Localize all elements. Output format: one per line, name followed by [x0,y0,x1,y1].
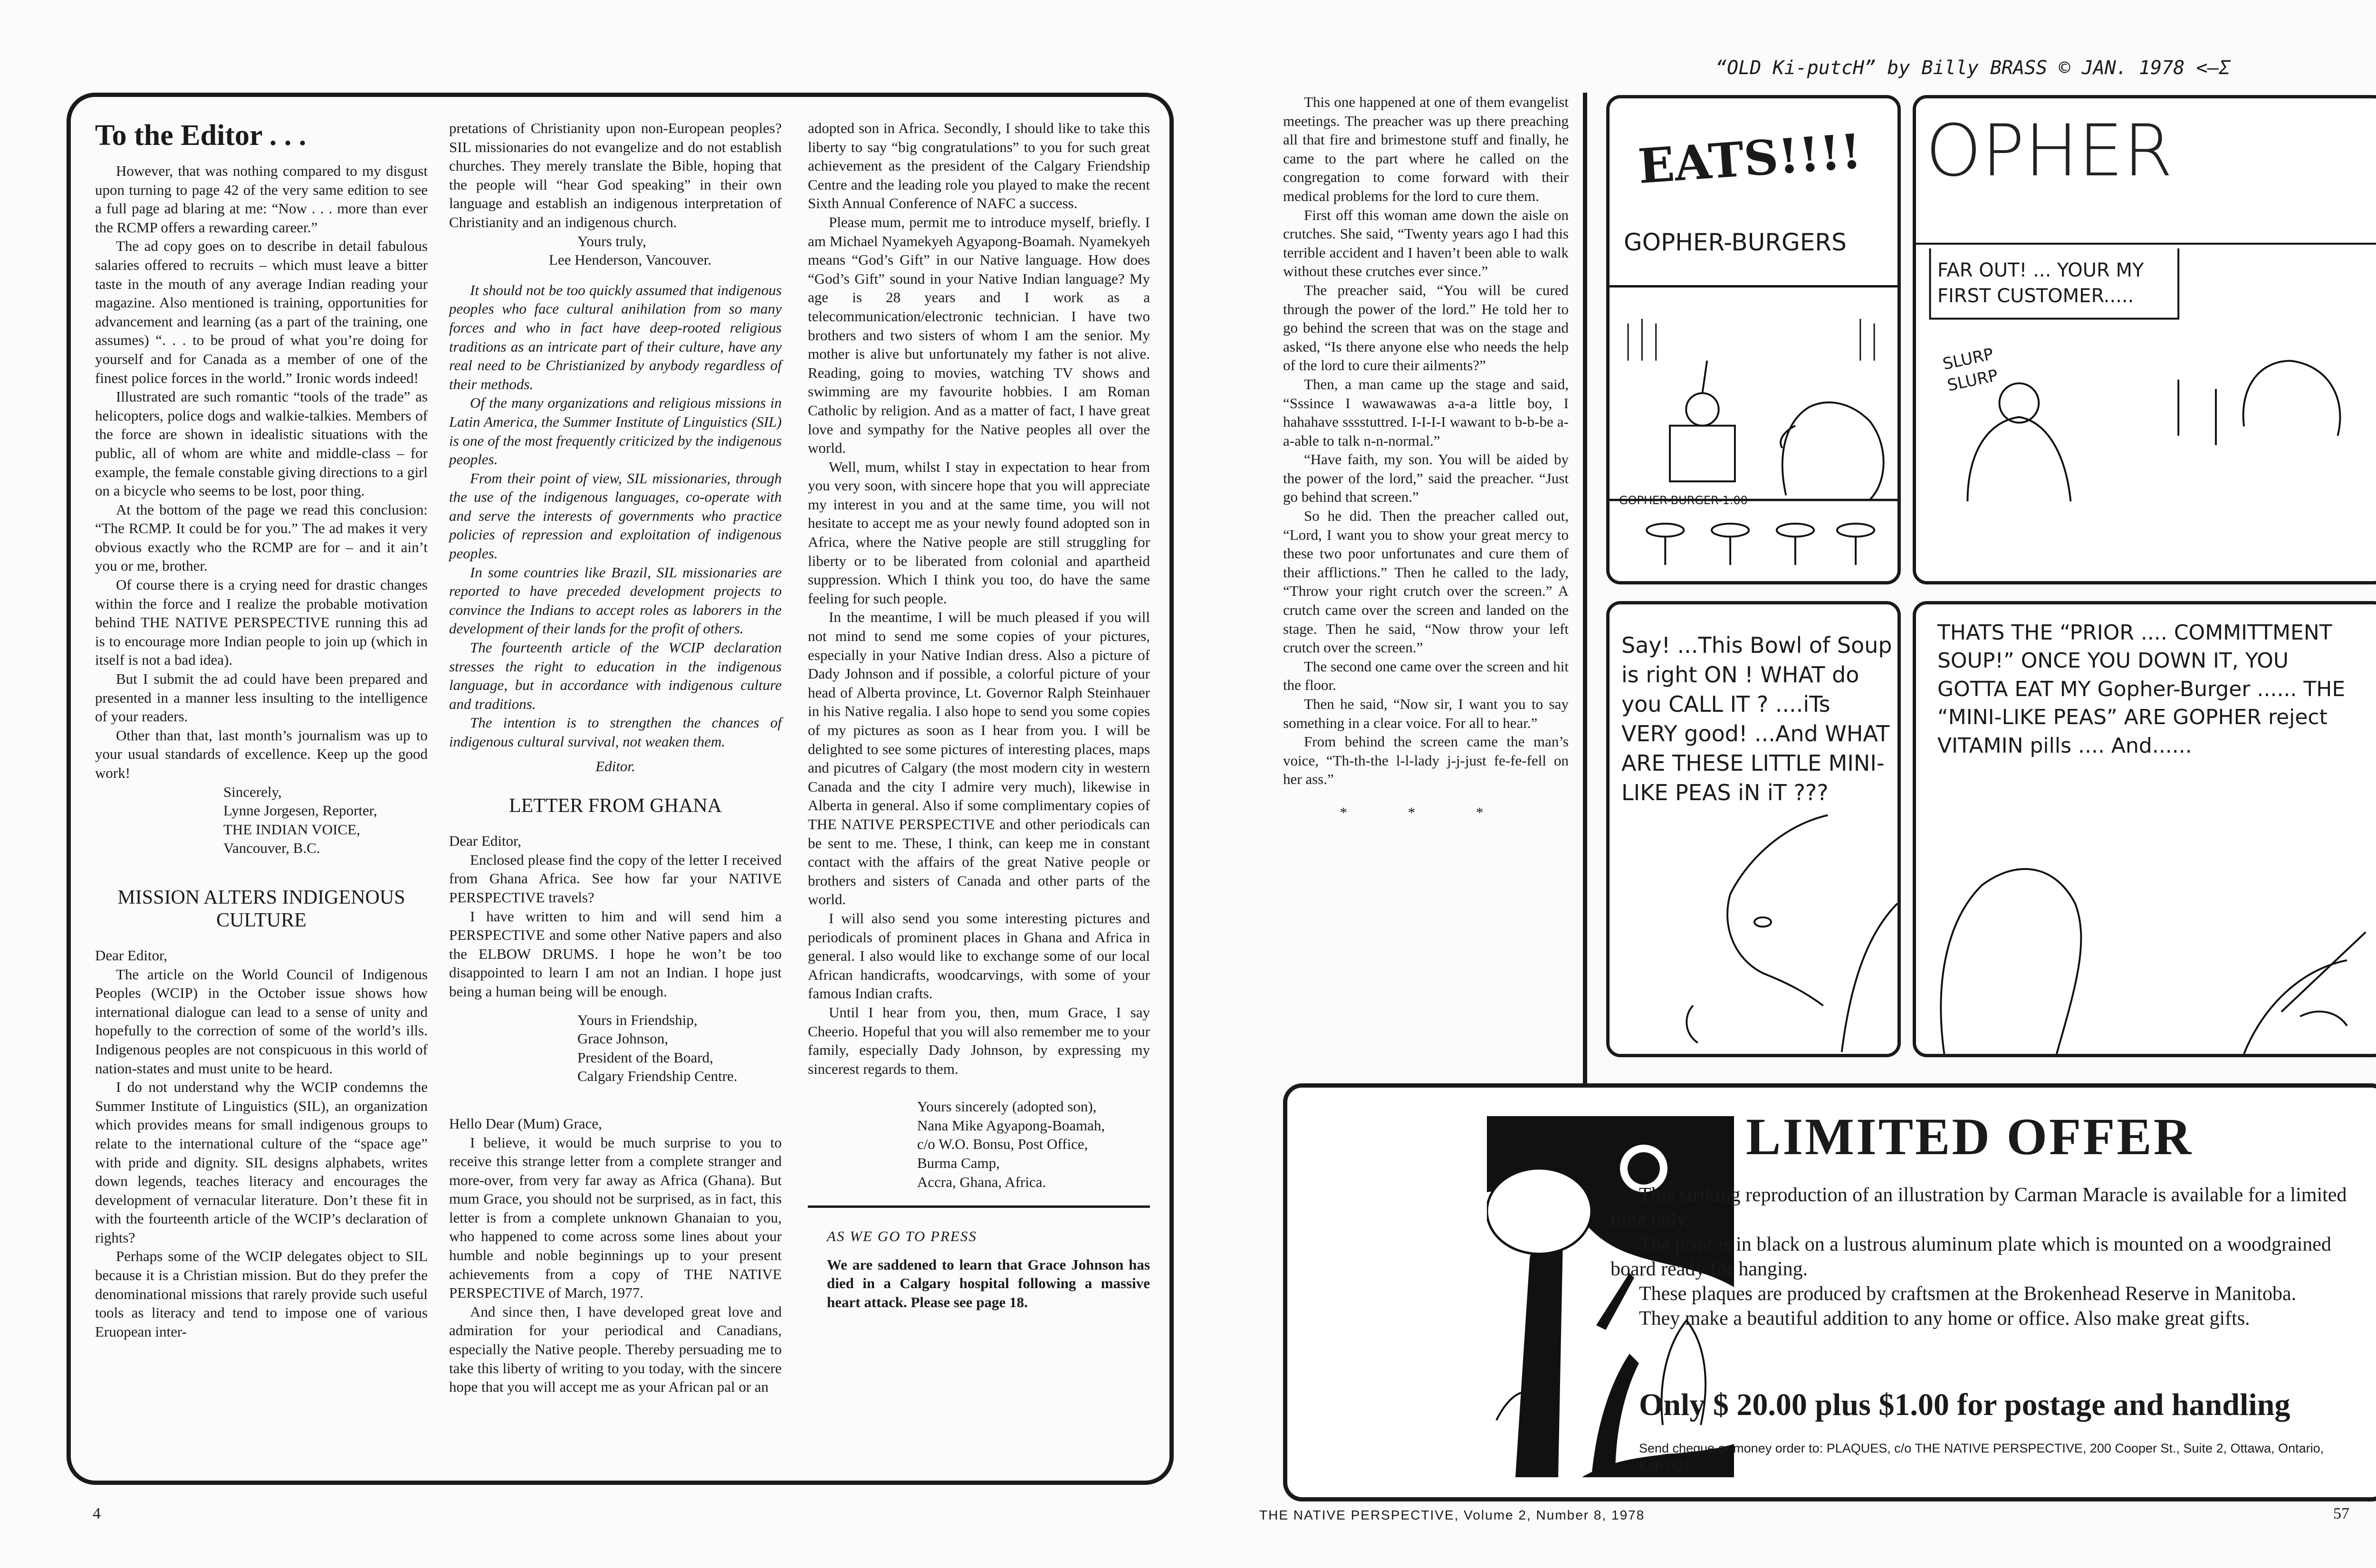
signature-line: Lee Henderson, Vancouver. [549,251,712,268]
editor-note: In some countries like Brazil, SIL missionaries are reported to have preceded development projects to convince the Indians to accept roles as laborers in the development of their lands for the profit of others. [449,564,782,637]
paragraph: I do not understand why the WCIP condemns the Summer Institute of Linguistics (SIL), an organization which provides means for small indigenous groups to relate to the international culture of the “space age” with pride and dignity. SIL designs alphabets, writes down legends, teaches literacy and encourages the development of vernacular literature. Don’t these fit in with the fourteenth article of the WCIP’s declaration of rights? [95,1079,428,1246]
to-the-editor-heading: To the Editor . . . [95,119,307,152]
comic-title: “OLD Ki-putcH” by Billy BRASS © JAN. 1978 <—Σ [1715,57,2231,79]
signature-line: President of the Board, [577,1049,713,1066]
signature-line: Burma Camp, [917,1155,1000,1172]
limited-offer-ad [1283,1083,2376,1501]
as-we-go-to-press-box [808,1205,1150,1311]
editor-note: The fourteenth article of the WCIP declaration stresses the right to education in the indigenous language, but in accordance with indigenous culture and traditions. [449,639,782,712]
paragraph: So he did. Then the preacher called out, “Lord, I want you to show your great mercy to these two poor unfortunates and cure them of their afflictions.” Then he called to the lady, “Throw your right crutch over the screen.” A crutch came over the screen and landed on the stage. Then he said, “Now throw your left crutch over the screen.” [1283,507,1569,656]
signature-line: c/o W.O. Bonsu, Post Office, [917,1136,1088,1153]
signature-line: Yours truly, [577,232,646,249]
signature-line: Accra, Ghana, Africa. [917,1173,1046,1190]
signature-line: Yours in Friendship, [577,1011,698,1028]
paragraph: First off this woman ame down the aisle on crutches. She said, “Twenty years ago I had this terrible accident and I haven’t been able to walk without these crutches ever since.” [1283,206,1569,280]
paragraph: This one happened at one of them evangelist meetings. The preacher was up there preaching all that fire and brimestone stuff and finally, he came to the part where he called on the congregation to come forward with their medical problems for the lord to cure them. [1283,94,1569,204]
comic-panel-2 [1913,95,2376,584]
comic-panel-3 [1606,601,1901,1057]
paragraph: pretations of Christianity upon non-European peoples? SIL missionaries do not evangelize and do not establish churches. They merely translate the Bible, hoping that the people will “hear God speaking” in their own language and establish an indigenous interpretation of Christianity and an indigenous church. [449,120,782,230]
paragraph: Until I hear from you, then, mum Grace, I say Cheerio. Hopeful that you will also remember me to your family, especially Dady Johnson, by expressing my sincerest regards to them. [808,1004,1150,1077]
signature-line: Calgary Friendship Centre. [577,1068,738,1085]
paragraph: I will also send you some interesting pictures and periodicals of prominent places in Ghana and Africa in general. I also would like to exchange some of our local African handicrafts, woodcarvings, with some of your famous Indian crafts. [808,909,1150,1002]
salutation: Dear Editor, [95,947,167,964]
paragraph: Enclosed please find the copy of the letter I received from Ghana Africa. See how far your NATIVE PERSPECTIVE travels? [449,851,782,906]
page-number-right: 57 [2333,1505,2349,1522]
paragraph: Please mum, permit me to introduce myself, briefly. I am Michael Nyamekyeh Agyapong-Boamah. Nyamekyeh means “God’s Gift” in our Native language. How does “God’s Gift” sound in your Native Indian language? My age is 28 years and I work as a telecommunication/electronic technician. I have two brothers and two sisters of whom I am the senior. My mother is alive but unfortunately my father is not alive. Reading, going to movies, watching TV shows and swimming are my favourite hobbies. I am Roman Catholic by religion. And as a matter of fact, I have great love and sympathy for the Native peoples all over the world. [808,213,1150,457]
signature-block [549,232,782,269]
editor-signoff: Editor. [595,757,635,774]
salutation: Dear Editor, [449,832,521,850]
speech-bubble-soup: Say! ...This Bowl of Soup is right ON ! WHAT do you CALL IT ? ....iTs VERY good! ...And WHAT ARE THESE LITTLE MINI-LIKE PEAS iN iT ??? [1621,632,1892,806]
paragraph: adopted son in Africa. Secondly, I should like to take this liberty to say “big congratulations” to you for such great achievement as the president of the Calgary Friendship Centre and the leading role you played to make the recent Sixth Annual Conference of NAFC a success. [808,120,1150,212]
section-break: * * * [1340,803,1512,821]
limited-offer-title: LIMITED OFFER [1746,1108,2194,1166]
paragraph: But I submit the ad could have been prepared and presented in a manner less insulting to the intelligence of your readers. [95,670,428,725]
comic-panel-4 [1913,601,2376,1057]
signature-line: Grace Johnson, [577,1030,669,1047]
paragraph: This striking reproduction of an illustration by Carman Maracle is available for a limited time only. [1610,1184,2347,1231]
paragraph: The second one came over the screen and hit the floor. [1283,658,1569,694]
paragraph: Other than that, last month’s journalism was up to your usual standards of excellence. Keep up the good work! [95,727,428,781]
mission-heading: MISSION ALTERS INDIGENOUS CULTURE [117,886,405,931]
paragraph: Then, a man came up the stage and said, “Sssince I wawawawas a-a-a little boy, I hahahave sssstuttred. I-I-I-I wawant to b-b-be a-a-able to talk n-n-normal.” [1283,375,1569,449]
paragraph: The ad copy goes on to describe in detail fabulous salaries offered to recruits – which must leave a bitter taste in the mouth of any average Indian reading your magazine. Also mentioned is training, opportunities for advancement and learning (as a part of the training, one assumes) “. . . to be proud of what you’re doing for yourself and for Canada as a member of one of the finest police forces in the world.” Ironic words indeed! [95,238,428,386]
paragraph: I believe, it would be much surprise to you to receive this strange letter from a complete stranger and more-over, from very far away as Africa (Ghana). But mum Grace, you should not be surprised, as in fact, this letter is from a complete unknown Ghanaian to you, who happened to come across some lines about your humble and noble beginnings up to your present achievements from a copy of THE NATIVE PERSPECTIVE of March, 1977. [449,1134,782,1301]
paragraph: Well, mum, whilst I stay in expectation to hear from you very soon, with sincere hope that you will appreciate my interest in you and at the same time, you will not hesitate to accept me as your newly found adopted son in Africa, where the Native people are still struggling for liberty or to be liberated from colonial and apartheid suppression. Which I think you too, do have the same feeling for such people. [808,458,1150,607]
eats-sign: EATS!!!! [1636,123,1864,195]
letters-column-3 [808,119,1150,1312]
menu-price: GOPHER-BURGER-1.00 [1619,494,1748,507]
paragraph: In the meantime, I will be much pleased if you will not mind to send me some copies of your pictures, especially in your Native Indian dress. Also a picture of Dady Johnson and if possible, a colorful picture of your head of Alberta province, Lt. Governor Ralph Steinhauer in his Native regalia. I also hope to send you some copies of my pictures as soon as I hear from you. I will be delighted to see some pictures of interesting places, maps and picutres of Calgary (the most modern city in western Canada and the city I admire very much), likewise in Alberta in general. Also if some complimentary copies of THE NATIVE PERSPECTIVE and other periodicals can be sent to me. These, I think, can keep me in constant contact with the affairs of the great Native people or brothers and sisters of Canada and other parts of the world. [808,609,1150,908]
offer-price: Only $ 20.00 plus $1.00 for postage and handling [1639,1387,2290,1422]
signature-line: THE INDIAN VOICE, [223,821,360,838]
mailing-address: Send cheque or money order to: PLAQUES, c/o THE NATIVE PERSPECTIVE, 200 Cooper St., Suite 2, Ottawa, Ontario, K2P 0G1. [1639,1441,2324,1473]
paragraph: They make a beautiful addition to any home or office. Also make great gifts. [1639,1308,2250,1329]
paragraph: Perhaps some of the WCIP delegates object to SIL because it is a Christian mission. But do they prefer the denominational missions that rarely provide such useful tools as literacy and tend to impose one of various Eruopean inter- [95,1248,428,1340]
gopher-sign-partial: OPHER [1926,110,2173,192]
signature-block [917,1097,1150,1191]
paragraph: At the bottom of the page we read this conclusion: “The RCMP. It could be for you.” The ad makes it very obvious exactly who the RCMP are for – and it ain’t you or me, brother. [95,501,428,574]
signature-line: Sincerely, [223,783,282,800]
issue-footer: THE NATIVE PERSPECTIVE, Volume 2, Number 8, 1978 [1259,1508,1645,1522]
paragraph: The print is in black on a lustrous aluminum plate which is mounted on a woodgrained board ready for hanging. [1610,1233,2331,1280]
right-page [1212,0,2376,1568]
joke-column [1283,93,1587,1090]
speech-bubble-prior-commitment: THATS THE “PRIOR .... COMMITTMENT SOUP!” ONCE YOU DOWN IT, YOU GOTTA EAT MY Gopher-Burger ...... THE “MINI-LIKE PEAS” ARE GOPHER reject VITAMIN pills .... And...... [1937,621,2346,758]
editor-note: Of the many organizations and religious missions in Latin America, the Summer Institute of Linguistics (SIL) is one of the most frequently criticized by the indigenous peoples. [449,394,782,468]
editor-note: The intention is to strengthen the chances of indigenous cultural survival, not weaken them. [449,714,782,750]
signature-block [577,1011,782,1086]
paragraph: And since then, I have developed great love and admiration for your periodical and Canadians, especially the Native people. Thereby persuading me to take this liberty of writing to you today, with the sincere hope that you will accept me as your African pal or an [449,1303,782,1396]
signature-line: Lynne Jorgesen, Reporter, [223,802,377,819]
paragraph: Illustrated are such romantic “tools of the trade” as helicopters, police dogs and walkie-talkies. Members of the force are shown in idealistic situations with the public, all of whom are white and middle-class – for example, the female constable giving directions to a girl on a bicycle who seems to be lost, poor thing. [95,388,428,499]
press-body: We are saddened to learn that Grace Johnson has died in a Calgary hospital following a massive heart attack. Please see page 18. [827,1256,1150,1311]
editor-note: From their point of view, SIL missionaries, through the use of the indigenous languages, co-operate with and serve the interests of governments who practice policies of repression and exploitation of indigenous peoples. [449,469,782,562]
salutation: Hello Dear (Mum) Grace, [449,1115,602,1132]
paragraph: I have written to him and will send him a PERSPECTIVE and some other Native papers and also the ELBOW DRUMS. I hope he won’t be too disappointed to learn I am not an Indian. I hope just being a human being will be enough. [449,908,782,1000]
paragraph: Then he said, “Now sir, I want you to say something in a clear voice. For all to hear.” [1283,696,1569,731]
slurp-sfx: SLURP SLURP [1941,344,2000,395]
paragraph: “Have faith, my son. You will be aided by the power of the lord,” said the preacher. “Just go behind that screen.” [1283,451,1569,506]
paragraph: These plaques are produced by craftsmen at the Brokenhead Reserve in Manitoba. [1639,1283,2297,1305]
paragraph: From behind the screen came the man’s voice, “Th-th-the l-l-lady j-j-just fe-fe-fell on her ass.” [1283,733,1569,788]
letters-column-1 [95,119,428,1341]
comic-panel-1 [1606,95,1901,584]
press-heading: AS WE GO TO PRESS [827,1228,977,1245]
gopher-burgers-sign: GOPHER-BURGERS [1624,229,1847,256]
paragraph: Of course there is a crying need for drastic changes within the force and I realize the probable motivation behind THE NATIVE PERSPECTIVE running this ad is to encourage more Indian people to join up (which in itself is not a bad idea). [95,576,428,669]
paragraph: The preacher said, “You will be cured through the power of the lord.” He told her to go behind the screen that was on the stage and asked, “Is there anyone else who needs the help of the lord to cure their ailments?” [1283,281,1569,374]
paragraph: The article on the World Council of Indigenous Peoples (WCIP) in the October issue shows how international dialogue can lead to a sense of unity and hopefully to the correction of some of the world’s ills. Indigenous peoples are not conspicuous in this world of nation-states and must unite to be heard. [95,966,428,1077]
letters-column-2 [449,119,782,1396]
editor-note: It should not be too quickly assumed that indigenous peoples who face cultural anihilation from so many forces and who in fact have deep-rooted religious traditions as an intricate part of their culture, have any real need to be Christianized by anybody regardless of their methods. [449,281,782,392]
ghana-heading: LETTER FROM GHANA [509,795,722,817]
speech-bubble-first-customer: FAR OUT! ... YOUR MY FIRST CUSTOMER..... [1937,259,2144,307]
signature-line: Vancouver, B.C. [223,840,320,857]
page-number-left: 4 [93,1505,101,1522]
offer-text [1610,1183,2347,1331]
signature-block [223,783,428,858]
signature-line: Nana Mike Agyapong-Boamah, [917,1117,1105,1134]
paragraph: However, that was nothing compared to my disgust upon turning to page 42 of the very same edition to see a full page ad blaring at me: “Now . . . more than ever the RCMP offers a rewarding career.” [95,163,428,236]
signature-line: Yours sincerely (adopted son), [917,1098,1097,1115]
